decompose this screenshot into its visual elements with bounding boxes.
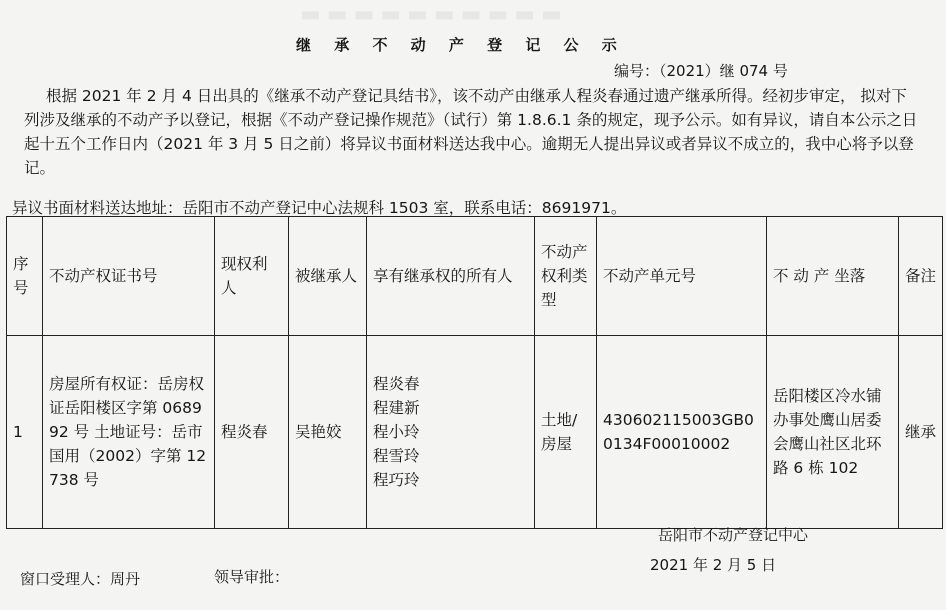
document-number: 编号：（2021）继 074 号 bbox=[614, 62, 788, 80]
heir-name: 程建新 bbox=[373, 399, 420, 417]
document-title: 继 承 不 动 产 登 记 公 示 bbox=[296, 36, 626, 54]
cell-cert: 房屋所有权证：岳房权证岳阳楼区字第 068992 号 土地证号：岳市国用（2002）字第 12738 号 bbox=[43, 336, 215, 529]
header-cert: 不动产权证书号 bbox=[43, 217, 215, 336]
objection-address: 异议书面材料送达地址：岳阳市不动产登记中心法规科 1503 室，联系电话：8691971。 bbox=[12, 199, 627, 217]
leader-approval: 领导审批： bbox=[214, 568, 290, 586]
header-location: 不 动 产 坐落 bbox=[767, 217, 899, 336]
property-table bbox=[6, 216, 943, 529]
window-clerk: 窗口受理人：周丹 bbox=[20, 570, 141, 588]
table-header-row bbox=[7, 217, 943, 336]
heir-name: 程巧玲 bbox=[373, 471, 420, 489]
table-row bbox=[7, 336, 943, 529]
header-seq: 序号 bbox=[7, 217, 43, 336]
header-unit: 不动产单元号 bbox=[597, 217, 767, 336]
header-heirs: 享有继承权的所有人 bbox=[367, 217, 535, 336]
cell-owner: 程炎春 bbox=[215, 336, 289, 529]
cell-deceased: 吴艳姣 bbox=[289, 336, 367, 529]
notice-body: 根据 2021 年 2 月 4 日出具的《继承不动产登记具结书》，该不动产由继承人程炎春通过遗产继承所得。经初步审定， 拟对下列涉及继承的不动产予以登记，根据《不动产登记操作规范》（试行）第 1.8.6.1 条的规定，现予公示。如有异议，请自本公示之日起十五个工作日内（2021 年 3 月 5 日之前）将异议书面材料送达我中心。逾期无人提出异议或者异议不成立的，我中心将予以登记。 bbox=[24, 87, 918, 177]
heir-name: 程雪玲 bbox=[373, 447, 420, 465]
cell-unit: 430602115003GB00134F00010002 bbox=[597, 336, 767, 529]
header-remark: 备注 bbox=[899, 217, 943, 336]
issuing-organization: 岳阳市不动产登记中心 bbox=[658, 526, 809, 544]
cell-location: 岳阳楼区冷水铺办事处鹰山居委会鹰山社区北环路 6 栋 102 bbox=[767, 336, 899, 529]
cell-seq: 1 bbox=[7, 336, 43, 529]
heir-name: 程炎春 bbox=[373, 375, 420, 393]
cell-heirs bbox=[367, 336, 535, 529]
heir-name: 程小玲 bbox=[373, 423, 420, 441]
header-deceased: 被继承人 bbox=[289, 217, 367, 336]
cell-remark: 继承 bbox=[899, 336, 943, 529]
issue-date: 2021 年 2 月 5 日 bbox=[650, 556, 777, 574]
cell-right-type: 土地/房屋 bbox=[535, 336, 597, 529]
header-owner: 现权利人 bbox=[215, 217, 289, 336]
bleed-through-shadow: ▬▬▬▬▬▬▬▬▬▬ bbox=[300, 2, 568, 27]
header-right-type: 不动产权利类型 bbox=[535, 217, 597, 336]
